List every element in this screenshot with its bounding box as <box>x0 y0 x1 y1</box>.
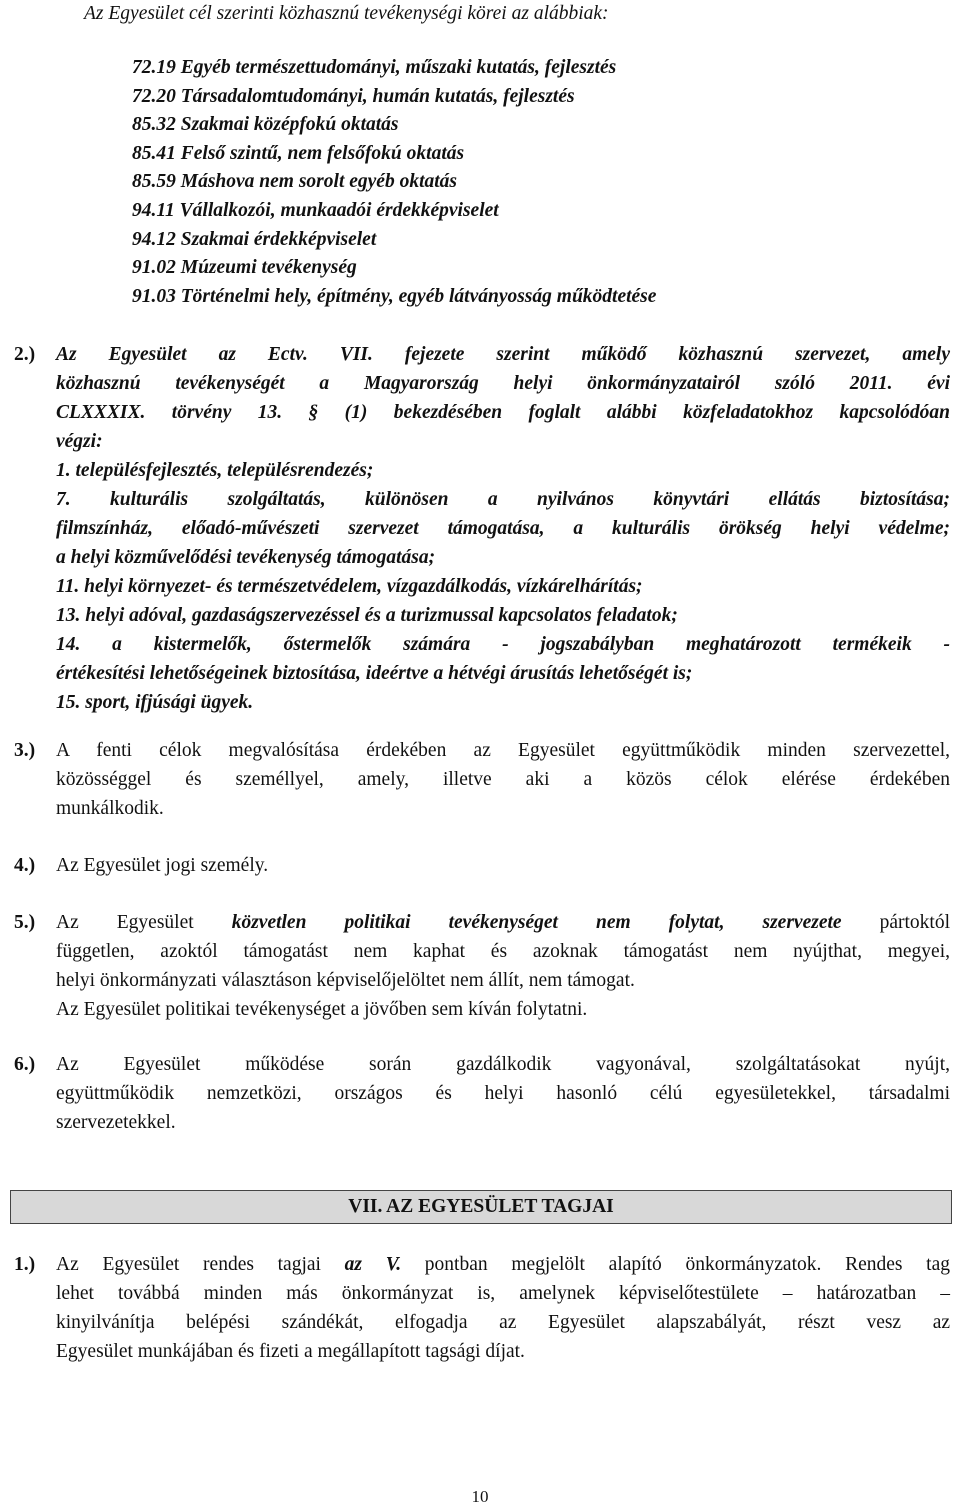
section-number: 3.) <box>14 740 36 761</box>
section-3 <box>14 736 950 823</box>
list-item: 94.12 Szakmai érdekképviselet <box>132 228 377 250</box>
paragraph-line: együttműködik nemzetközi, országos és helyi hasonló célú egyesületekkel, társadalmi <box>56 1083 950 1104</box>
paragraph-line: 7. kulturális szolgáltatás, különösen a nyilvános könyvtári ellátás biztosítása; <box>56 489 950 510</box>
paragraph-line: 1. településfejlesztés, településrendezés; <box>56 460 374 481</box>
text-run: pártoktól <box>841 912 950 933</box>
paragraph-line: Egyesület munkájában és fizeti a megállapított tagsági díjat. <box>56 1341 525 1362</box>
list-item: 85.59 Máshova nem sorolt egyéb oktatás <box>132 171 457 193</box>
section-7-item-1 <box>14 1250 950 1366</box>
section-number: 2.) <box>14 344 36 365</box>
paragraph-line: független, azoktól támogatást nem kaphat és azoknak támogatást nem nyújthat, megyei, <box>56 941 950 962</box>
list-item: 94.11 Vállalkozói, munkaadói érdekképviselet <box>132 199 499 221</box>
paragraph-line: filmszínház, előadó-művészeti szervezet támogatása, a kulturális örökség helyi védelme; <box>56 518 950 539</box>
paragraph-line: helyi önkormányzati választáson képviselőjelöltet nem állít, nem támogat. <box>56 970 635 991</box>
list-item: 72.19 Egyéb természettudományi, műszaki kutatás, fejlesztés <box>132 57 617 78</box>
paragraph-line: CLXXXIX. törvény 13. § (1) bekezdésében foglalt alábbi közfeladatokhoz kapcsolódóan <box>56 402 950 423</box>
paragraph-line: Az Egyesület politikai tevékenységet a jövőben sem kíván folytatni. <box>56 999 588 1020</box>
list-item: 72.20 Társadalomtudományi, humán kutatás, fejlesztés <box>132 85 575 107</box>
section-number: 5.) <box>14 912 36 933</box>
section-5 <box>14 908 950 1024</box>
list-item: 91.03 Történelmi hely, építmény, egyéb látványosság működtetése <box>132 285 657 307</box>
text-run: Az Egyesület <box>56 912 232 933</box>
section-4 <box>14 851 950 880</box>
list-item: 91.02 Múzeumi tevékenység <box>132 257 357 279</box>
paragraph-line: kinyilvánítja belépési szándékát, elfogadja az Egyesület alapszabályát, részt vesz az <box>56 1312 950 1333</box>
activity-code-list <box>132 54 656 311</box>
paragraph-line <box>56 1250 950 1279</box>
emphasis-text: az V. <box>344 1254 402 1275</box>
paragraph-line: Az Egyesület jogi személy. <box>56 855 269 876</box>
paragraph-line: Az Egyesület az Ectv. VII. fejezete szerint működő közhasznú szervezet, amely <box>56 344 950 365</box>
section-number: 6.) <box>14 1054 36 1075</box>
chapter-heading-box <box>10 1190 952 1224</box>
paragraph-line <box>56 908 950 937</box>
text-run: Az Egyesület rendes tagjai <box>56 1254 345 1275</box>
text-run: pontban megjelölt alapító önkormányzatok. Rendes tag <box>401 1254 951 1275</box>
chapter-title: VII. AZ EGYESÜLET TAGJAI <box>348 1196 614 1217</box>
paragraph-line: a helyi közművelődési tevékenység támogatása; <box>56 547 436 568</box>
page-number: 10 <box>471 1487 489 1506</box>
section-number: 1.) <box>14 1254 36 1275</box>
paragraph-line: szervezetekkel. <box>56 1112 176 1133</box>
paragraph-line: 13. helyi adóval, gazdaságszervezéssel és a turizmussal kapcsolatos feladatok; <box>56 605 678 626</box>
paragraph-line: 14. a kistermelők, őstermelők számára - jogszabályban meghatározott termékeik - <box>56 634 950 655</box>
paragraph-line: 15. sport, ifjúsági ügyek. <box>56 692 254 713</box>
paragraph-line: közösséggel és személlyel, amely, illetve aki a közös célok elérése érdekében <box>56 769 950 790</box>
paragraph-line: végzi: <box>56 431 103 452</box>
paragraph-line: Az Egyesület működése során gazdálkodik vagyonával, szolgáltatásokat nyújt, <box>56 1054 950 1075</box>
list-item: 85.32 Szakmai középfokú oktatás <box>132 114 399 136</box>
list-item: 85.41 Felső szintű, nem felsőfokú oktatás <box>132 142 465 164</box>
section-number: 4.) <box>14 855 36 876</box>
emphasis-text: közvetlen politikai tevékenységet nem folytat, szervezete <box>231 912 842 933</box>
section-2 <box>14 340 950 717</box>
paragraph-line: lehet továbbá minden más önkormányzat is, amelynek képviselőtestülete – határozatban – <box>56 1283 950 1304</box>
paragraph-line: 11. helyi környezet- és természetvédelem, vízgazdálkodás, vízkárelhárítás; <box>56 576 643 597</box>
section-6 <box>14 1050 950 1137</box>
paragraph-line: értékesítési lehetőségeinek biztosítása, ideértve a hétvégi árusítás lehetőségét is; <box>56 663 693 684</box>
paragraph-line: közhasznú tevékenységét a Magyarország helyi önkormányzatairól szóló 2011. évi <box>56 373 950 394</box>
intro-line: Az Egyesület cél szerinti közhasznú tevékenységi körei az alábbiak: <box>84 3 609 24</box>
paragraph-line: munkálkodik. <box>56 798 164 819</box>
paragraph-line: A fenti célok megvalósítása érdekében az Egyesület együttműködik minden szervezettel, <box>56 740 950 761</box>
